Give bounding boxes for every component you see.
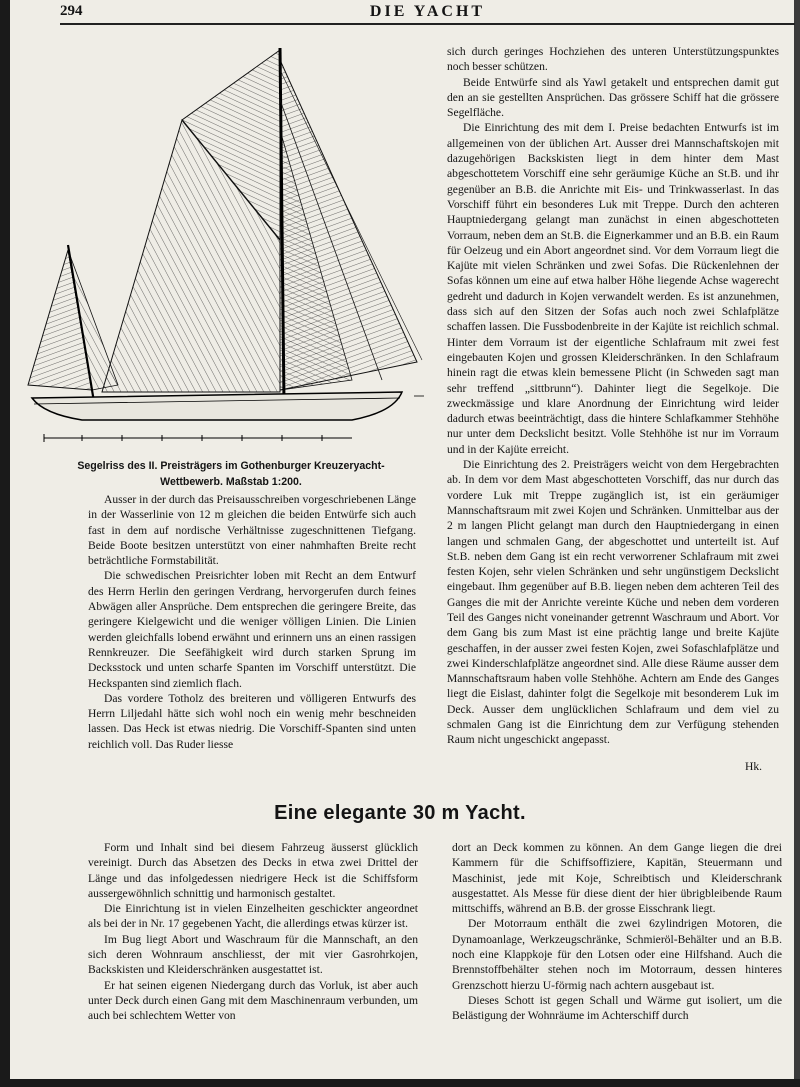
caption-line-2: Wettbewerb. Maßstab 1:200.	[160, 476, 302, 488]
sail-plan-drawing	[22, 40, 432, 450]
page-edge-bottom	[0, 1079, 800, 1087]
paragraph: Die schwedischen Preisrichter loben mit Recht an dem Entwurf des Herrn Herlin den geringen Verdrang, hervorgerufen durch feines Abwägen aller Ansprüche. Dem entsprechen die geringere Breite, das geringere Kielgewicht und die weniger völligen Linien. Die Linien werden gleichfalls lobend erwähnt und erinnern uns an einen rassigen Rennkreuzer. Die Seefähigkeit wird durch starken Sprung im Decksstock und unten scharfe Spanten im Vorschiff unterstützt. Die Heckspanten sind ziemlich flach.	[88, 569, 416, 690]
hull	[32, 392, 402, 420]
article1-right-column	[447, 44, 779, 748]
paragraph: Ausser in der durch das Preisausschreiben vorgeschriebenen Länge in der Wasserlinie von 12 m gleichen die beiden Entwürfe sich auch fast in dem auf nordische Verhältnisse zugeschnittenen Tiefgang. Beide Boote besitzen unterstützt von einer nahmhaften Breite recht beträchtliche Formstabilität.	[88, 493, 416, 568]
article2-left-column	[88, 840, 418, 1024]
author-signature: Hk.	[745, 760, 763, 773]
paragraph: Beide Entwürfe sind als Yawl getakelt und entsprechen damit gut den an sie gestellten Ansprüchen. Das grössere Schiff hat die grössere Segelfläche.	[447, 75, 779, 120]
page-edge-right	[794, 0, 800, 1087]
running-title: DIE YACHT	[369, 3, 486, 20]
paragraph: Die Einrichtung des 2. Preisträgers weicht von dem Hergebrachten ab. In dem vor dem Mast abgeschotteten Vorschiff, das nur durch das vordere Luk mit Treppe zugänglich ist, ist ein geräumiger Mannschaftsraum mit zwei Kojen und Schränken. Unmittelbar aus der 2 m langen Plicht gelangt man durch den Hauptniedergang in einen langen und schmalen Gang, der abgeschottet und unterteilt ist. Auf St.B. neben dem Gang ist ein recht verworrener Schlafraum mit zwei festen Kojen, sehr vielen Schränken und sehr ungünstigem Deckslicht eingebaut. Ihm gegenüber auf B.B. liegen neben dem achteren Teil des Ganges die mit der Anrichte vereinte Küche und neben dem vorderen Teil des Ganges nicht voneinander getrennt Waschraum und Abort. Vor dem Gang bis zum Mast ist eine prächtig lange und breite Kajüte geschaffen, in der ausser zwei festen Kojen, zwei Sofaschlafplätze und zwei Kinderschlafplätze angeordnet sind. Alle diese Räume ausser dem Mannschaftsraum haben volle Stehhöhe. Achtern am Ende des Ganges liegt die Eislast, dahinter folgt die Segelkoje mit besonderem Luk im Deck. Ausser dem unglücklichen Schlafraum und dem viel zu schmalen Gang ist die Einrichtung dem zur Verfügung stehenden Raum nicht ungeschickt angepasst.	[447, 458, 779, 747]
paragraph: dort an Deck kommen zu können. An dem Gange liegen die drei Kammern für die Schiffsoffiziere, Kapitän, Steuermann und Maschinist, jede mit Koje, Schreibtisch und Kleiderschrank ausgestattet. Als Messe für diese dient der hier übrigbleibende Raum mittschiffs, während an B.B. der grosse Eisschrank liegt.	[452, 841, 782, 916]
paragraph: Der Motorraum enthält die zwei 6zylindrigen Motoren, die Dynamoanlage, Werkzeugschränke, Schmieröl-Behälter und an B.B. noch eine Klappkoje für den Lotsen oder eine Hilfshand. Auch die Brennstoffbehälter stehen noch im Motorraum, dessen hinteres Grenzschott hierzu U-förmig nach achtern ausgebaut ist.	[452, 917, 782, 992]
paragraph: sich durch geringes Hochziehen des unteren Unterstützungspunktes noch besser schützen.	[447, 45, 779, 74]
paragraph: Im Bug liegt Abort und Waschraum für die Mannschaft, an den sich deren Wohnraum anschliesst, der mit vier Gasrohrkojen, Backskisten und Kleiderschränken ausgestattet ist.	[88, 932, 418, 977]
paragraph: Er hat seinen eigenen Niedergang durch das Vorluk, ist aber auch unter Deck durch einen Gang mit dem Maschinenraum verbunden, um auch bei schlechtem Wetter von	[88, 978, 418, 1023]
paragraph: Die Einrichtung ist in vielen Einzelheiten geschickter angeordnet als bei der in Nr. 17 gegebenen Yacht, die allerdings etwas kürzer ist.	[88, 902, 418, 931]
figure-caption	[46, 458, 416, 490]
article-title: Eine elegante 30 m Yacht.	[274, 802, 526, 824]
page-edge-left	[0, 0, 10, 1087]
article2-right-column	[452, 840, 782, 1024]
paragraph: Die Einrichtung des mit dem I. Preise bedachten Entwurfs ist im allgemeinen von der üblichen Art. Ausser drei Mannschaftskojen mit dazugehörigen Backskisten liegt in dem hinter dem Mast abgeschottetem Vorschiff eine sehr geräumige Küche an St.B. und ihr gegenüber an B.B. die Anrichte mit Eis- und Trinkwasserlast. In das Vorschiff führt ein besonderes Luk mit Treppe. Durch den achteren Hauptniedergang gelangt man zunächst in einen abgeschotteten Vorraum, neben dem an St.B. die Eignerkammer und an B.B. ein Raum für Oelzeug und ein Abort angeordnet sind. Vor dem Vorraum liegt die Kajüte mit vielen Schränken und zwei Sofas. Die Rückenlehnen der Sofas können um eine auf etwa halber Höhe liegende Achse wagerecht gedreht und dadurch in Kojen verwandelt werden. Es ist anzunehmen, dass sich auf den Sitzen der Sofas auch noch zwei Schlafplätze schaffen lassen. Die Fussbodenbreite in der Kajüte ist reichlich schmal. Hinter dem Vorraum ist der eigentliche Schlafraum mit zwei fest eingebauten Kojen und grossen Kleiderschränken. In den Schlafraum hinein ragt die etwas klein bemessene Plicht (in Schweden sagt man sehr treffend „sittbrunn“). Dahinter liegt die Segelkoje. Die zweckmässige und klare Anordnung der Einrichtung wird leider dadurch etwas beeinträchtigt, dass die hintere Schlafkammer Stehhöhe nur unter dem Deckslicht besitzt. Volle Stehhöhe ist nur im Vorraum und in der Kajüte erreicht.	[447, 121, 779, 456]
article1-left-column	[88, 492, 416, 752]
page-header	[60, 3, 795, 25]
paragraph: Form und Inhalt sind bei diesem Fahrzeug äusserst glücklich vereinigt. Durch das Absetzen des Decks in etwa zwei Drittel der Länge und das infolgedessen niedrigere Heck ist die Schiffsform aussergewöhnlich schnittig und harmonisch gestaltet.	[88, 841, 418, 900]
paragraph: Dieses Schott ist gegen Schall und Wärme gut isoliert, um die Belästigung der Wohnräume im Achterschiff durch	[452, 993, 782, 1023]
paragraph: Das vordere Totholz des breiteren und völligeren Entwurfs des Herrn Liljedahl hätte sich wohl noch ein wenig mehr beschneiden lassen. Das Heck ist etwas niedrig. Die Vorschiff-Spanten sind unten reichlich voll. Das Ruder liesse	[88, 691, 416, 751]
page-number: 294	[60, 3, 83, 19]
caption-line-1: Segelriss des II. Preisträgers im Gothenburger Kreuzeryacht-	[77, 460, 385, 472]
